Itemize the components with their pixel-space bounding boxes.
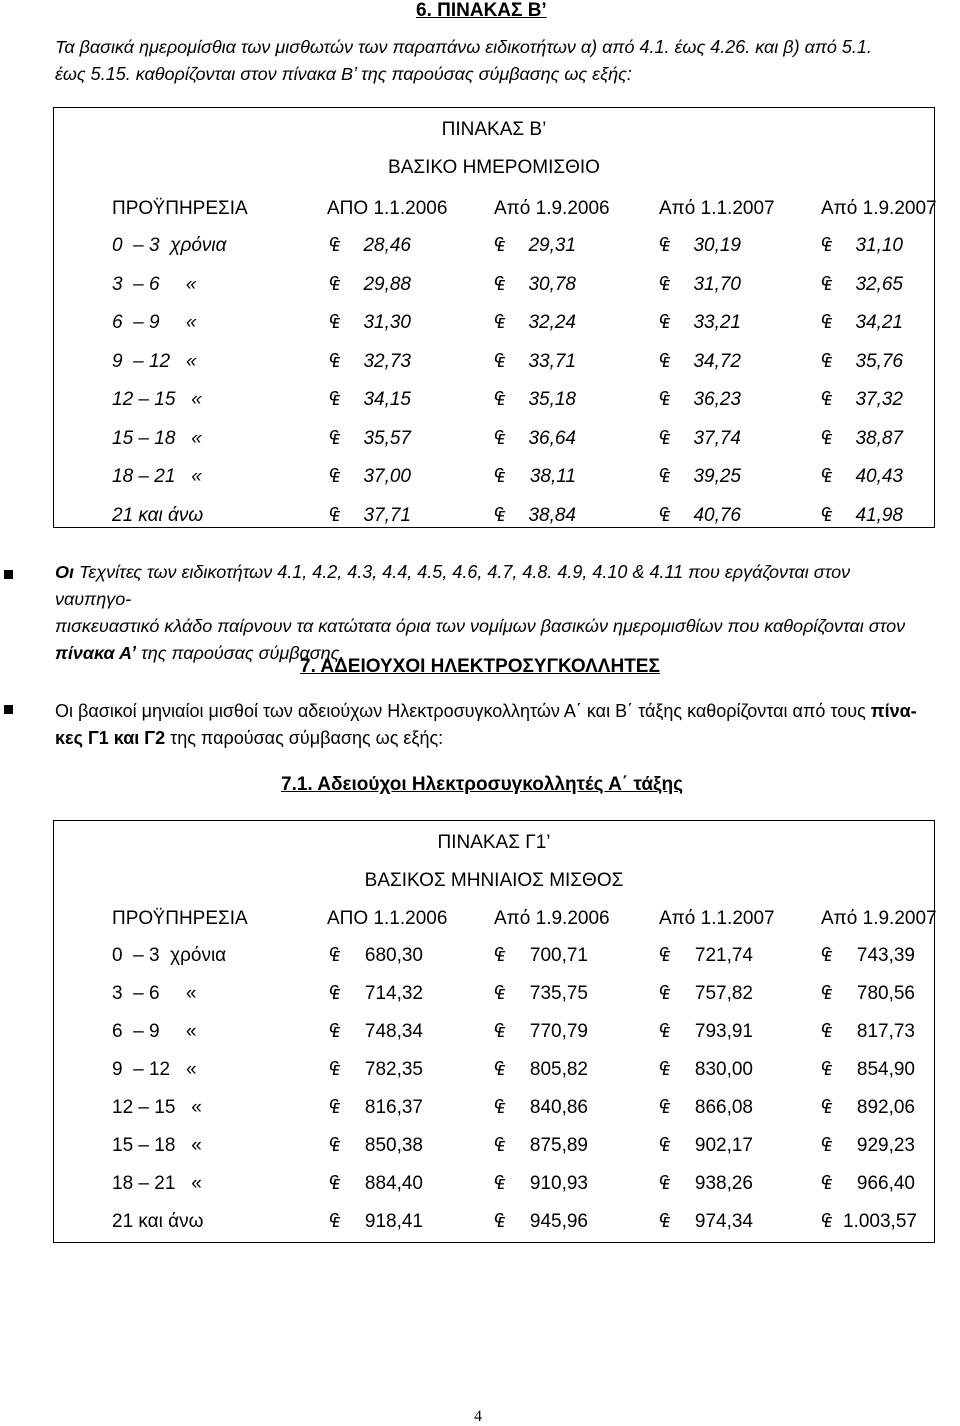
header-cell: Από 1.9.2006 [494,908,610,929]
value-cell [494,312,576,334]
amount: 780,56 [856,983,915,1004]
header-cell: Από 1.1.2007 [659,198,775,219]
period-cell: 9 – 12 « [112,1059,197,1080]
amount: 945,96 [529,1211,588,1232]
amount: 41,98 [855,504,903,526]
amount: 34,72 [693,350,741,372]
amount: 918,41 [364,1211,423,1232]
currency-icon: ₠ [659,1059,670,1080]
currency-icon: ₠ [821,1135,832,1156]
amount: 938,26 [694,1173,753,1194]
value-cell [494,1059,588,1081]
value-cell [494,428,576,450]
currency-icon: ₠ [659,312,670,333]
table-row [54,312,934,342]
currency-icon: ₠ [821,427,832,449]
note-line-1 [55,559,925,613]
amount: 714,32 [364,983,423,1004]
value-cell [494,1135,588,1157]
value-cell [494,274,576,296]
amount: 40,43 [855,466,903,487]
currency-icon: ₠ [659,273,670,295]
amount: 816,37 [364,1097,423,1118]
value-cell [329,1021,423,1043]
value-cell [659,945,753,967]
currency-icon: ₠ [329,1021,340,1042]
currency-icon: ₠ [494,312,505,333]
currency-icon: ₠ [329,1059,340,1080]
technicians-note [55,559,925,667]
currency-icon: ₠ [329,1135,340,1156]
welders-line-2-rest: της παρούσας σύμβασης ως εξής: [165,728,444,748]
value-cell [821,505,903,527]
currency-icon: ₠ [329,235,340,256]
value-cell [494,945,588,967]
currency-icon: ₠ [821,983,832,1004]
amount: 30,78 [528,273,576,295]
amount: 34,15 [363,389,411,410]
amount: 743,39 [856,945,915,966]
value-cell [494,235,576,257]
table-row [54,1173,934,1203]
amount: 884,40 [364,1173,423,1194]
currency-icon: ₠ [329,945,340,966]
amount: 748,34 [364,1021,423,1042]
amount: 817,73 [856,1021,915,1042]
currency-icon: ₠ [821,945,832,966]
currency-icon: ₠ [659,504,670,526]
amount: 36,23 [693,389,741,410]
amount: 35,18 [528,389,576,410]
currency-icon: ₠ [659,1173,670,1194]
table-row [54,1021,934,1051]
amount: 37,00 [363,466,411,487]
amount: 892,06 [856,1097,915,1118]
amount: 28,46 [363,235,411,256]
value-cell [329,466,411,488]
table-g1-title: ΠΙΝΑΚΑΣ Γ1’ [437,832,551,853]
value-cell [821,235,903,257]
value-cell [821,312,903,334]
amount: 36,64 [528,427,576,449]
value-cell [329,1059,423,1081]
currency-icon: ₠ [494,945,505,966]
value-cell [821,1211,915,1233]
currency-icon: ₠ [821,389,832,410]
amount: 966,40 [856,1173,915,1194]
header-cell: Από 1.9.2007 [821,908,937,929]
amount: 34,21 [855,312,903,333]
period-cell: 18 – 21 « [112,466,202,487]
value-cell [659,1211,753,1233]
period-cell: 12 – 15 « [112,1097,202,1118]
currency-icon: ₠ [821,1097,832,1118]
value-cell [329,1211,423,1233]
table-g1-subtitle: ΒΑΣΙΚΟΣ ΜΗΝΙΑΙΟΣ ΜΙΣΘΟΣ [364,870,624,891]
value-cell [329,945,423,967]
note-line-3-bold: πίνακα Α’ [55,643,136,663]
amount: 30,19 [693,235,741,256]
currency-icon: ₠ [659,350,670,372]
amount: 910,93 [529,1173,588,1194]
currency-icon: ₠ [329,312,340,333]
value-cell [659,983,753,1005]
table-b [53,107,935,528]
amount: 35,57 [363,427,411,449]
value-cell [494,1211,588,1233]
table-row [54,389,934,419]
value-cell [659,1135,753,1157]
currency-icon: ₠ [494,235,505,256]
value-cell [494,466,576,488]
amount: 735,75 [529,983,588,1004]
value-cell [659,274,741,296]
currency-icon: ₠ [659,983,670,1004]
currency-icon: ₠ [329,389,340,410]
currency-icon: ₠ [494,1173,505,1194]
welders-line-1 [55,698,925,725]
amount: 805,82 [529,1059,588,1080]
header-cell: Από 1.1.2007 [659,908,775,929]
amount: 929,23 [856,1135,915,1156]
currency-icon: ₠ [329,504,340,526]
table-row [54,428,934,458]
value-cell [821,428,903,450]
table-g1 [53,820,935,1243]
table-row [54,1059,934,1089]
currency-icon: ₠ [494,427,505,449]
amount: 1.003,57 [843,1211,917,1232]
currency-icon: ₠ [821,466,832,487]
value-cell [329,983,423,1005]
currency-icon: ₠ [821,235,832,256]
value-cell [329,428,411,450]
currency-icon: ₠ [329,273,340,295]
value-cell [329,235,411,257]
table-b-subtitle: ΒΑΣΙΚΟ ΗΜΕΡΟΜΙΣΘΙΟ [388,157,600,178]
period-cell: 3 – 6 « [112,273,197,295]
period-cell: 18 – 21 « [112,1173,202,1194]
value-cell [329,312,411,334]
currency-icon: ₠ [659,1135,670,1156]
value-cell [821,274,903,296]
value-cell [329,1173,423,1195]
value-cell [659,235,741,257]
header-cell: ΑΠΟ 1.1.2006 [327,908,448,929]
value-cell [494,351,576,373]
bullet-icon [4,705,13,714]
value-cell [659,428,741,450]
value-cell [821,983,915,1005]
value-cell [659,1059,753,1081]
currency-icon: ₠ [821,1021,832,1042]
value-cell [821,1173,915,1195]
period-cell: 0 – 3 χρόνια [112,235,227,256]
page-number: 4 [474,1408,482,1425]
currency-icon: ₠ [659,466,670,487]
currency-icon: ₠ [821,1173,832,1194]
value-cell [659,1021,753,1043]
currency-icon: ₠ [494,1097,505,1118]
header-cell: ΠΡΟΫΠΗΡΕΣΙΑ [112,908,248,929]
section-7-1-heading: 7.1. Αδειούχοι Ηλεκτροσυγκολλητές Α΄ τάξης [281,774,683,795]
currency-icon: ₠ [821,350,832,372]
value-cell [659,466,741,488]
intro-line-2: έως 5.15. καθορίζονται στον πίνακα Β’ της παρούσας σύμβασης ως εξής: [55,64,632,84]
value-cell [659,389,741,411]
amount: 866,08 [694,1097,753,1118]
currency-icon: ₠ [494,504,505,526]
value-cell [821,389,903,411]
amount: 32,73 [363,350,411,372]
amount: 840,86 [529,1097,588,1118]
amount: 974,34 [694,1211,753,1232]
value-cell [494,505,576,527]
currency-icon: ₠ [659,427,670,449]
period-cell: 0 – 3 χρόνια [112,945,227,966]
amount: 32,24 [528,312,576,333]
currency-icon: ₠ [659,235,670,256]
amount: 830,00 [694,1059,753,1080]
currency-icon: ₠ [329,1211,340,1232]
amount: 33,21 [693,312,741,333]
amount: 31,70 [693,273,741,295]
amount: 770,79 [529,1021,588,1042]
currency-icon: ₠ [659,389,670,410]
table-row [54,274,934,304]
amount: 40,76 [693,504,741,526]
value-cell [821,1135,915,1157]
amount: 35,76 [855,350,903,372]
currency-icon: ₠ [659,1211,670,1232]
value-cell [659,505,741,527]
amount: 31,30 [363,312,411,333]
amount: 31,10 [855,235,903,256]
currency-icon: ₠ [494,466,505,487]
currency-icon: ₠ [821,504,832,526]
intro-line-1: Τα βασικά ημερομίσθια των μισθωτών των παραπάνω ειδικοτήτων α) από 4.1. έως 4.26. και β) από 5.1. [55,37,872,57]
amount: 757,82 [694,983,753,1004]
value-cell [821,1021,915,1043]
value-cell [659,1097,753,1119]
welders-line-2 [55,725,925,752]
currency-icon: ₠ [821,312,832,333]
welders-line-1-bold: πίνα- [870,701,917,721]
bullet-icon [4,570,13,579]
currency-icon: ₠ [329,983,340,1004]
currency-icon: ₠ [494,1135,505,1156]
header-cell: ΠΡΟΫΠΗΡΕΣΙΑ [112,198,248,219]
table-row [54,466,934,496]
section-6-heading: 6. ΠΙΝΑΚΑΣ Β’ [416,0,547,21]
currency-icon: ₠ [821,1059,832,1080]
value-cell [494,1021,588,1043]
note-bold-start: Οι [55,562,75,582]
amount: 37,32 [855,389,903,410]
period-cell: 9 – 12 « [112,350,197,372]
table-row [54,505,934,535]
amount: 680,30 [364,945,423,966]
amount: 32,65 [855,273,903,295]
amount: 902,17 [694,1135,753,1156]
currency-icon: ₠ [329,427,340,449]
note-line-1-rest: Τεχνίτες των ειδικοτήτων 4.1, 4.2, 4.3, 4.4, 4.5, 4.6, 4.7, 4.8. 4.9, 4.10 & 4.11 που εργάζονται στον ναυπηγο- [55,562,851,609]
amount: 793,91 [694,1021,753,1042]
currency-icon: ₠ [329,350,340,372]
currency-icon: ₠ [329,1097,340,1118]
currency-icon: ₠ [821,1211,832,1232]
table-g1-header-row [54,908,937,938]
value-cell [659,312,741,334]
amount: 29,88 [363,273,411,295]
table-row [54,235,934,265]
header-cell: Από 1.9.2006 [494,198,610,219]
amount: 875,89 [529,1135,588,1156]
period-cell: 3 – 6 « [112,983,197,1004]
note-line-3-rest: της παρούσας σύμβασης. [136,643,345,663]
header-cell: Από 1.9.2007 [821,198,937,219]
amount: 38,87 [855,427,903,449]
value-cell [821,1059,915,1081]
value-cell [329,1135,423,1157]
currency-icon: ₠ [494,350,505,372]
amount: 37,74 [693,427,741,449]
period-cell: 12 – 15 « [112,389,202,410]
period-cell: 21 και άνω [112,504,204,526]
amount: 721,74 [694,945,753,966]
amount: 854,90 [856,1059,915,1080]
table-row [54,1135,934,1165]
intro-paragraph [55,34,915,88]
value-cell [659,1173,753,1195]
value-cell [821,945,915,967]
amount: 700,71 [529,945,588,966]
table-row [54,1211,934,1241]
value-cell [329,389,411,411]
period-cell: 21 και άνω [112,1211,204,1232]
table-row [54,945,934,975]
value-cell [329,351,411,373]
amount: 29,31 [528,235,576,256]
currency-icon: ₠ [494,1059,505,1080]
amount: 38,11 [529,466,576,487]
period-cell: 15 – 18 « [112,1135,202,1156]
table-b-title: ΠΙΝΑΚΑΣ Β’ [441,119,547,140]
currency-icon: ₠ [329,466,340,487]
currency-icon: ₠ [494,983,505,1004]
amount: 850,38 [364,1135,423,1156]
value-cell [494,983,588,1005]
currency-icon: ₠ [329,1173,340,1194]
amount: 39,25 [693,466,741,487]
value-cell [821,1097,915,1119]
period-cell: 6 – 9 « [112,312,197,333]
welders-paragraph [55,698,925,752]
table-row [54,983,934,1013]
currency-icon: ₠ [494,273,505,295]
currency-icon: ₠ [494,1211,505,1232]
header-cell: ΑΠΟ 1.1.2006 [327,198,448,219]
amount: 782,35 [364,1059,423,1080]
currency-icon: ₠ [659,945,670,966]
table-row [54,351,934,381]
value-cell [659,351,741,373]
value-cell [329,505,411,527]
note-line-2: πισκευαστικό κλάδο παίρνουν τα κατώτατα όρια των νομίμων βασικών ημερομισθίων που καθορίζονται στον [55,616,906,636]
amount: 33,71 [528,350,576,372]
value-cell [494,1097,588,1119]
table-row [54,1097,934,1127]
value-cell [821,351,903,373]
welders-line-2-bold: κες Γ1 και Γ2 [55,728,166,748]
currency-icon: ₠ [659,1021,670,1042]
currency-icon: ₠ [659,1097,670,1118]
value-cell [494,1173,588,1195]
value-cell [329,1097,423,1119]
section-7-heading: 7. ΑΔΕΙΟΥΧΟΙ ΗΛΕΚΤΡΟΣΥΓΚΟΛΛΗΤΕΣ [300,656,660,677]
currency-icon: ₠ [494,389,505,410]
value-cell [821,466,903,488]
amount: 38,84 [528,504,576,526]
period-cell: 15 – 18 « [112,427,202,449]
amount: 37,71 [363,504,411,526]
period-cell: 6 – 9 « [112,1021,197,1042]
currency-icon: ₠ [494,1021,505,1042]
value-cell [494,389,576,411]
welders-line-1-text: Οι βασικοί μηνιαίοι μισθοί των αδειούχων Ηλεκτροσυγκολλητών Α΄ και Β΄ τάξης καθορίζονται από τους [55,701,871,721]
value-cell [329,274,411,296]
currency-icon: ₠ [821,273,832,295]
table-b-header-row [54,198,937,228]
